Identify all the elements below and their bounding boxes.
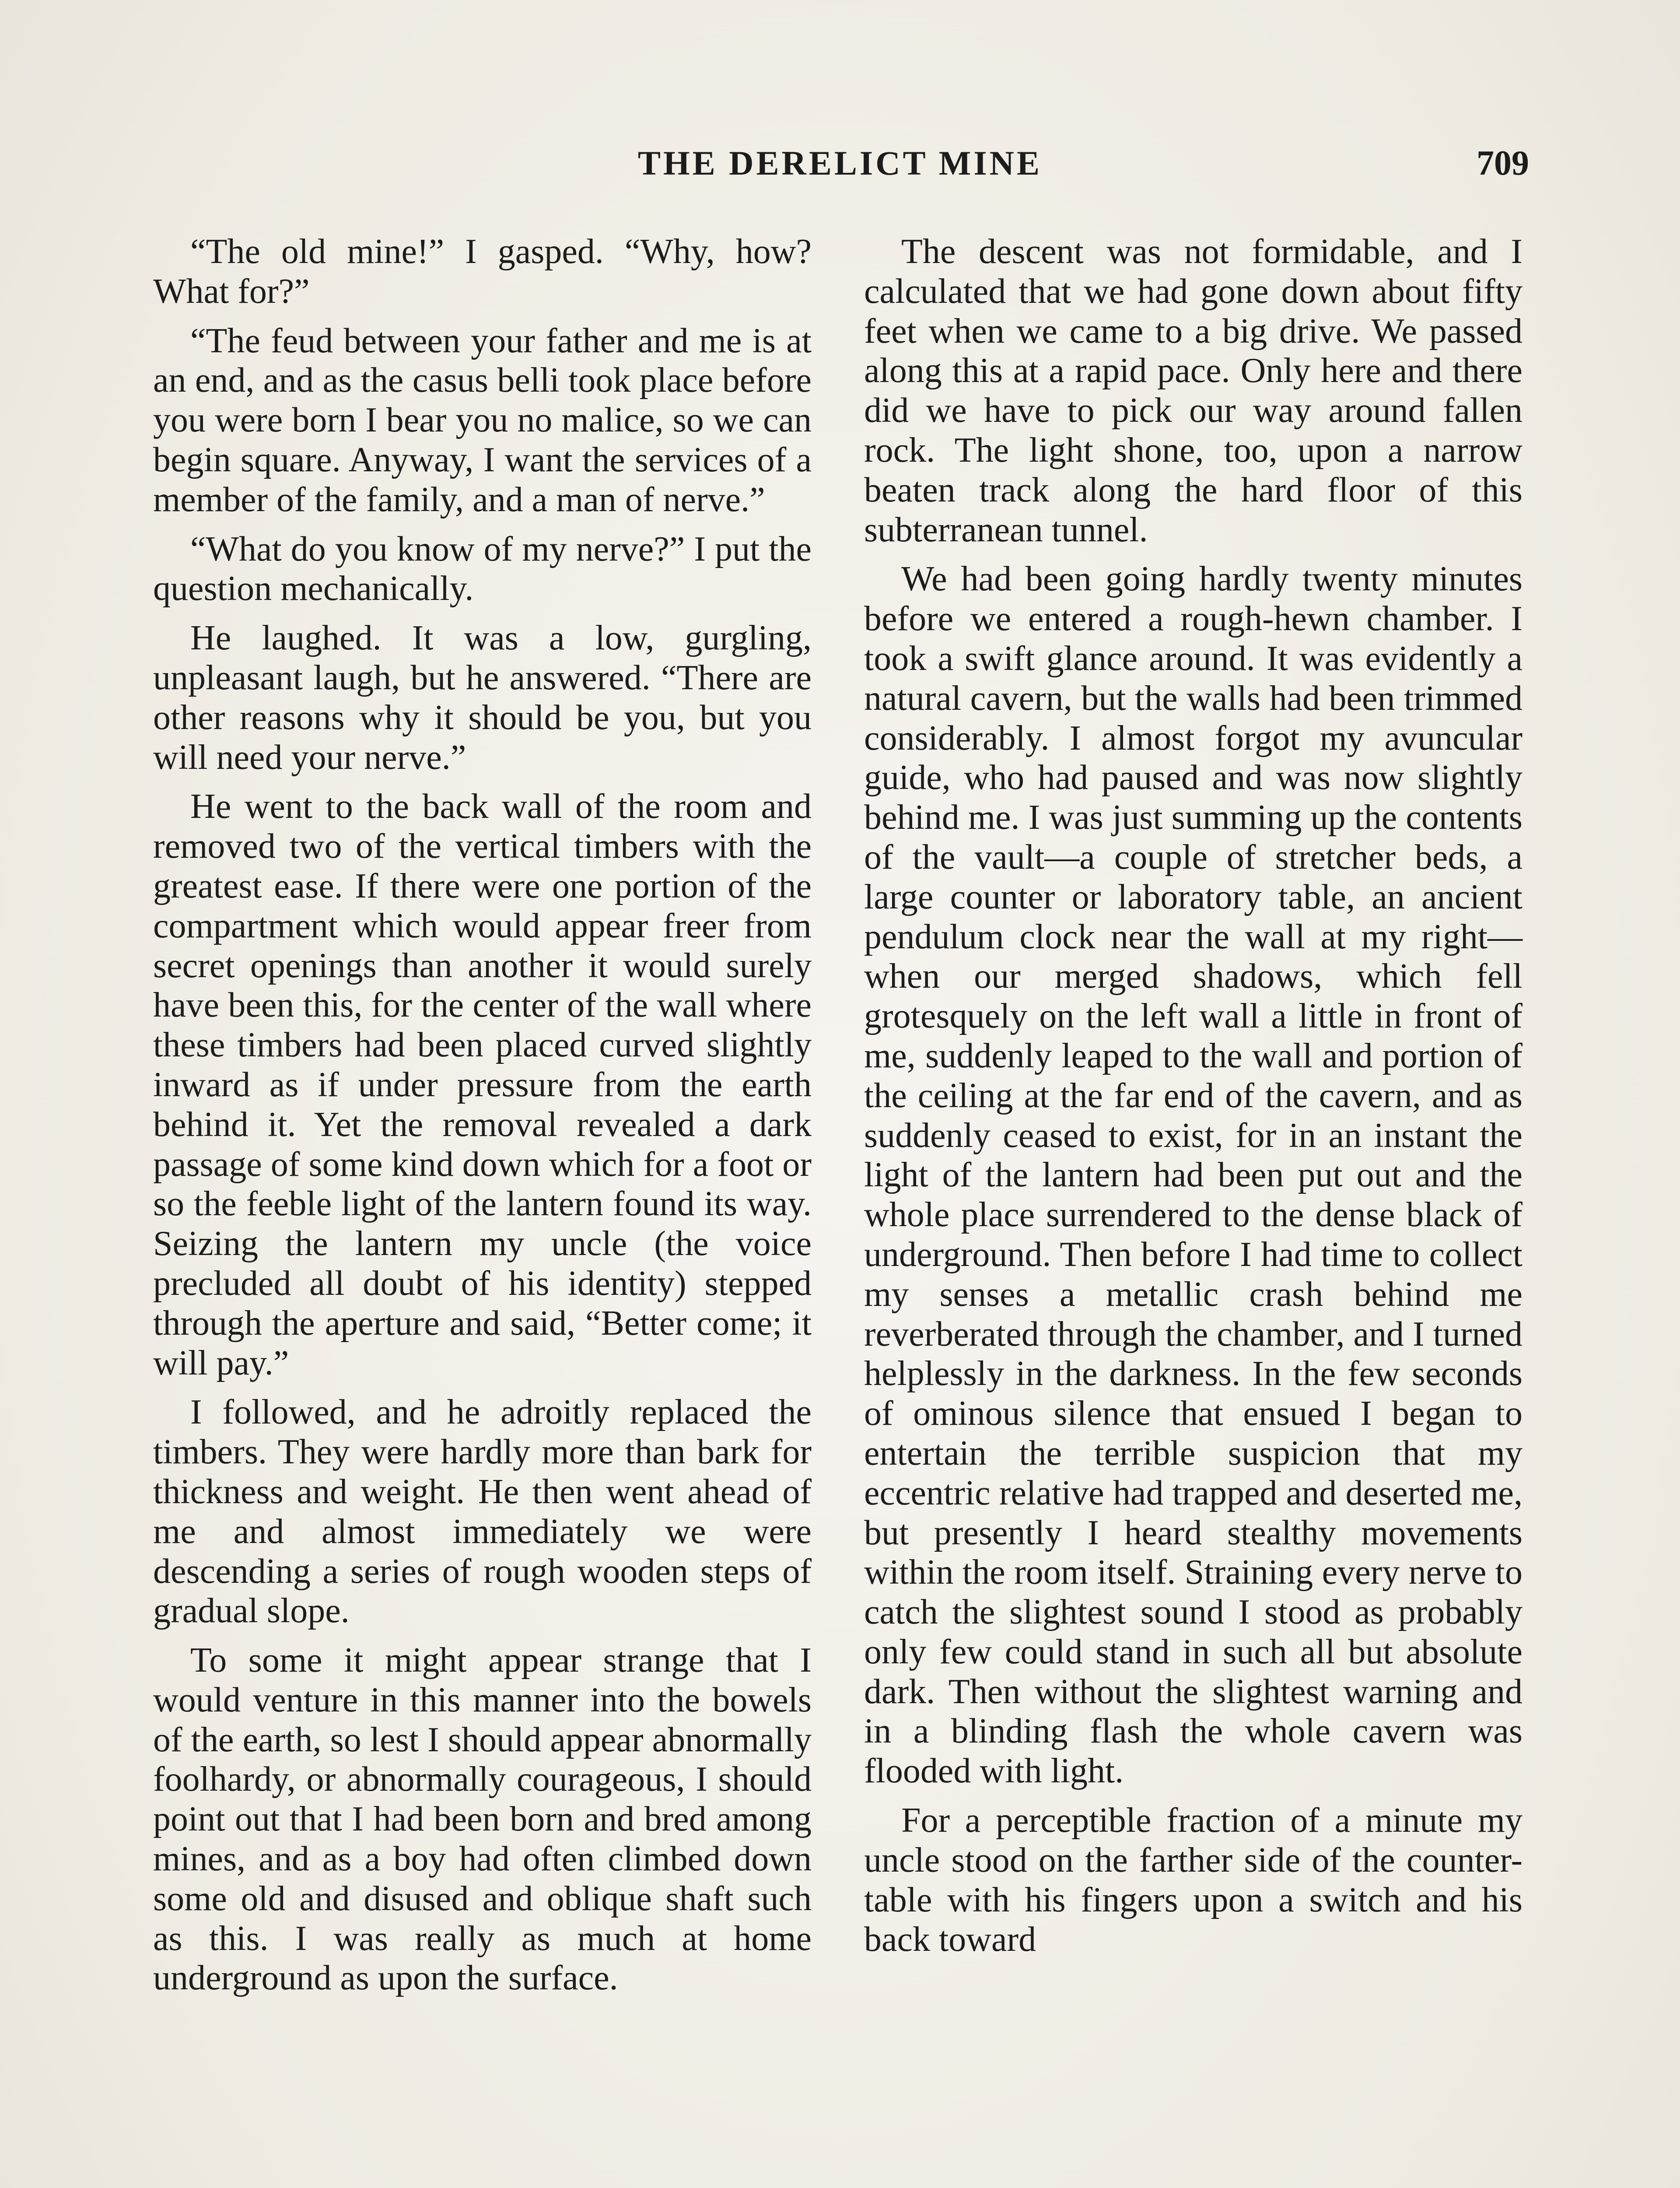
paragraph: For a perceptible fraction of a minute my uncle stood on the farther side of the counter-table with his fingers upon a switch and his back toward — [864, 1801, 1522, 1959]
paragraph: “What do you know of my nerve?” I put the question mechanically. — [153, 529, 812, 608]
paragraph: I followed, and he adroitly replaced the timbers. They were hardly more than bark for thickness and weight. He then went ahead of me and almost immediately we were descending a series of rough wooden steps of gradual slope. — [153, 1393, 812, 1630]
paragraph: He went to the back wall of the room and removed two of the vertical timbers with the greatest ease. If there were one portion of the compartment which would appear freer from secret openings than another it would surely have been this, for the center of the wall where these timbers had been placed curved slightly inward as if under pressure from the earth behind it. Yet the removal revealed a dark passage of some kind down which for a foot or so the feeble light of the lantern found its way. Seizing the lantern my uncle (the voice precluded all doubt of his identity) stepped through the aperture and said, “Better come; it will pay.” — [153, 787, 812, 1382]
paragraph: We had been going hardly twenty minutes before we entered a rough-hewn chamber. I took a swift glance around. It was evidently a natural cavern, but the walls had been trimmed considerably. I almost forgot my avuncular guide, who had paused and was now slightly behind me. I was just summing up the contents of the vault—a couple of stretcher beds, a large counter or laboratory table, an ancient pendulum clock near the wall at my right—when our merged shadows, which fell grotesquely on the left wall a little in front of me, suddenly leaped to the wall and portion of the ceiling at the far end of the cavern, and as suddenly ceased to exist, for in an instant the light of the lantern had been put out and the whole place surrendered to the dense black of underground. Then before I had time to collect my senses a metallic crash behind me reverberated through the chamber, and I turned helplessly in the darkness. In the few seconds of ominous silence that ensued I began to entertain the terrible suspicion that my eccentric relative had trapped and deserted me, but presently I heard stealthy movements within the room itself. Straining every nerve to catch the slightest sound I stood as probably only few could stand in such all but absolute dark. Then without the slightest warning and in a blinding flash the whole cavern was flooded with light. — [864, 560, 1522, 1791]
running-title: THE DERELICT MINE — [637, 144, 1043, 182]
running-head — [0, 139, 1680, 187]
paragraph: “The feud between your father and me is at an end, and as the casus belli took place before you were born I bear you no malice, so we can begin square. Anyway, I want the services of a member of the family, and a man of nerve.” — [153, 321, 812, 519]
paragraph: The descent was not formidable, and I calculated that we had gone down about fifty feet when we came to a big drive. We passed along this at a rapid pace. Only here and there did we have to pick our way around fallen rock. The light shone, too, upon a narrow beaten track along the hard floor of this subterranean tunnel. — [864, 232, 1522, 549]
text-column-right — [864, 232, 1522, 1960]
page-number: 709 — [1477, 144, 1529, 182]
paragraph: To some it might appear strange that I would venture in this manner into the bowels of the earth, so lest I should appear abnormally foolhardy, or abnormally courageous, I should point out that I had been born and bred among mines, and as a boy had often climbed down some old and disused and oblique shaft such as this. I was really as much at home underground as upon the surface. — [153, 1641, 812, 1998]
paragraph: He laughed. It was a low, gurgling, unpleasant laugh, but he answered. “There are other reasons why it should be you, but you will need your nerve.” — [153, 619, 812, 777]
paragraph: “The old mine!” I gasped. “Why, how? What for?” — [153, 232, 812, 311]
text-column-left — [153, 232, 812, 1998]
